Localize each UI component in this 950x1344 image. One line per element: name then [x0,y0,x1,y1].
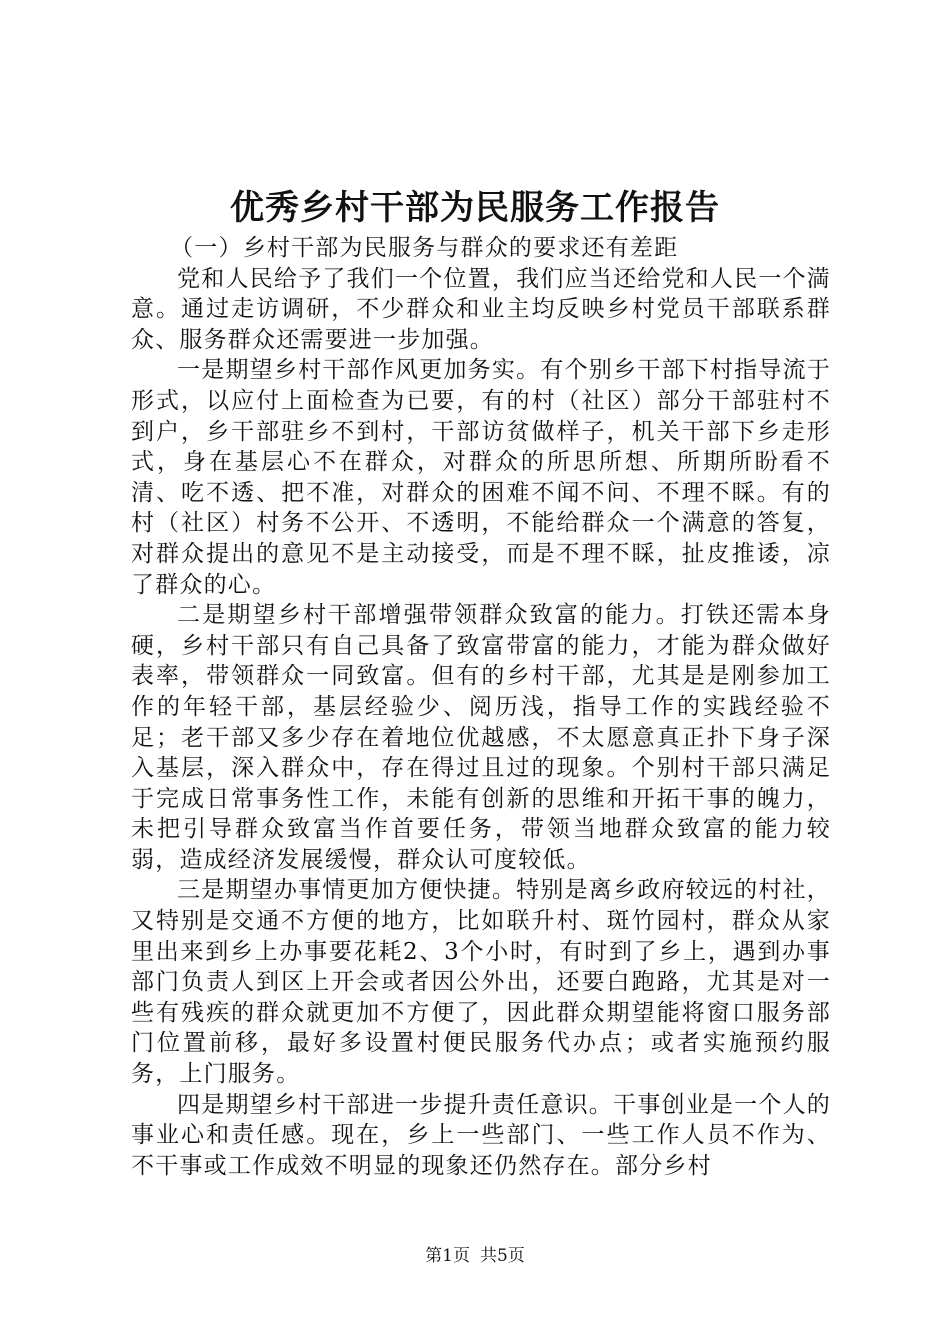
page-footer [0,1244,950,1268]
paragraph-intro: 党和人民给予了我们一个位置，我们应当还给党和人民一个満意。通过走访调研，不少群众和业主均反映乡村党员干部联系群众、服务群众还需要进一步加强。 [131,265,831,353]
page-number: 第1页 [425,1246,470,1266]
paragraph-point-3: 三是期望办事情更加方便快捷。特别是离乡政府较远的村社，又特别是交通不方便的地方，比如联升村、斑竹园村，群众从家里出来到乡上办事要花耗2、3个小时，有时到了乡上，遇到办事部门负责人到区上开会或者因公外出，还要白跑路，尤其是对一些有残疾的群众就更加不方便了，因此群众期望能将窗口服务部门位置前移，最好多设置村便民服务代办点；或者实施预约服务，上门服务。 [131,877,831,1088]
document-body [131,233,831,1181]
document-title: 优秀乡村干部为民服务工作报告 [230,188,720,228]
paragraph-point-4: 四是期望乡村干部进一步提升责任意识。干事创业是一个人的事业心和责任感。现在，乡上一些部门、一些工作人员不作为、不干事或工作成效不明显的现象还仍然存在。部分乡村 [131,1091,831,1179]
page-total: 共5页 [480,1246,525,1266]
paragraph-point-2: 二是期望乡村干部增强带领群众致富的能力。打铁还需本身硬，乡村干部只有自己具备了致富带富的能力，才能为群众做好表率，带领群众一同致富。但有的乡村干部，尤其是是刚参加工作的年轻干部，基层经验少、阅历浅，指导工作的实践经验不足；老干部又多少存在着地位优越感，不太愿意真正扑下身子深入基层，深入群众中，存在得过且过的现象。个别村干部只满足于完成日常事务性工作，未能有创新的思维和开拓干事的魄力，未把引导群众致富当作首要任务，带领当地群众致富的能力较弱，造成经济发展缓慢，群众认可度较低。 [131,602,831,873]
section-heading: （一）乡村干部为民服务与群众的要求还有差距 [170,235,679,261]
paragraph-point-1: 一是期望乡村干部作风更加务实。有个别乡干部下村指导流于形式，以应付上面检查为已要，有的村（社区）部分干部驻村不到户，乡干部驻乡不到村，干部访贫做样子，机关干部下乡走形式，身在基层心不在群众，对群众的所思所想、所期所盼看不清、吃不透、把不准，对群众的困难不闻不问、不理不睬。有的村（社区）村务不公开、不透明，不能给群众一个满意的答复，对群众提出的意见不是主动接受，而是不理不睬，扯皮推诿，凉了群众的心。 [131,357,831,598]
